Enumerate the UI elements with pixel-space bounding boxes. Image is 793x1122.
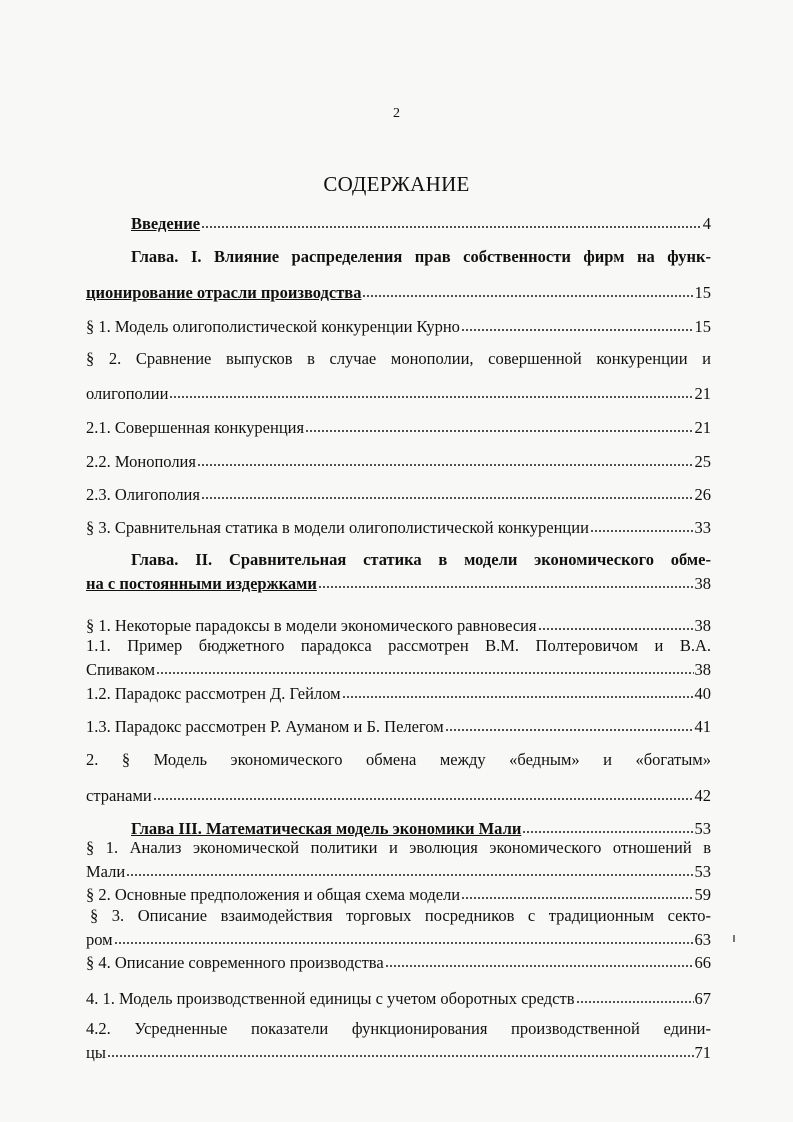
page-title: СОДЕРЖАНИЕ [323,172,470,196]
toc-entry: § 1. Модель олигополистической конкуренции Курно 15 [86,316,711,336]
toc-entry: 1.2. Парадокс рассмотрен Д. Гейлом 40 [86,683,711,703]
toc-entry: странами 42 [86,785,711,805]
toc-entry: § 4. Описание современного производства 66 [86,952,711,972]
toc-entry-line1: § 2. Сравнение выпусков в случае монополии, совершенной конкуренции и [86,349,711,368]
toc-entry: олигополии 21 [86,383,711,403]
scan-mark [733,935,735,942]
toc-entry: цы 71 [86,1042,711,1062]
page-number: 2 [393,106,400,121]
toc-entry-line1: 1.1. Пример бюджетного парадокса рассмотрен В.М. Полтеровичом и В.А. [86,636,711,655]
toc-chapter-1: ционирование отрасли производства 15 [86,282,711,302]
toc-entry-intro: Введение 4 [131,213,711,233]
toc-chapter-2: на с постоянными издержками 38 [86,573,711,593]
toc-chapter-2-line1: Глава. II. Сравнительная статика в модели экономического обме- [131,550,711,569]
toc-entry: 2.2. Монополия 25 [86,451,711,471]
toc-entry-line1: 4.2. Усредненные показатели функционирования производственной едини- [86,1019,711,1038]
toc-entry: Спиваком 38 [86,659,711,679]
toc-entry: § 1. Некоторые парадоксы в модели экономического равновесия 38 [86,615,711,635]
toc-chapter-3: Глава III. Математическая модель экономики Мали 53 [131,818,711,838]
toc-entry: § 3. Сравнительная статика в модели олигополистической конкуренции 33 [86,517,711,537]
toc-entry: 2.3. Олигополия 26 [86,484,711,504]
toc-entry: § 2. Основные предположения и общая схема модели 59 [86,884,711,904]
toc-entry-line1: § 3. Описание взаимодействия торговых посредников с традиционным секто- [90,906,711,925]
toc-chapter-1-line1: Глава. I. Влияние распределения прав собственности фирм на функ- [131,247,711,266]
toc-entry-line1: 2. § Модель экономического обмена между «бедным» и «богатым» [86,750,711,769]
toc-entry: 1.3. Парадокс рассмотрен Р. Ауманом и Б. Пелегом 41 [86,716,711,736]
toc-entry-line1: § 1. Анализ экономической политики и эволюция экономического отношений в [86,838,711,857]
toc-entry: 4. 1. Модель производственной единицы с учетом оборотных средств 67 [86,988,711,1008]
toc-entry: 2.1. Совершенная конкуренция 21 [86,417,711,437]
toc-entry: Мали 53 [86,861,711,881]
toc-entry: ром 63 [86,929,711,949]
